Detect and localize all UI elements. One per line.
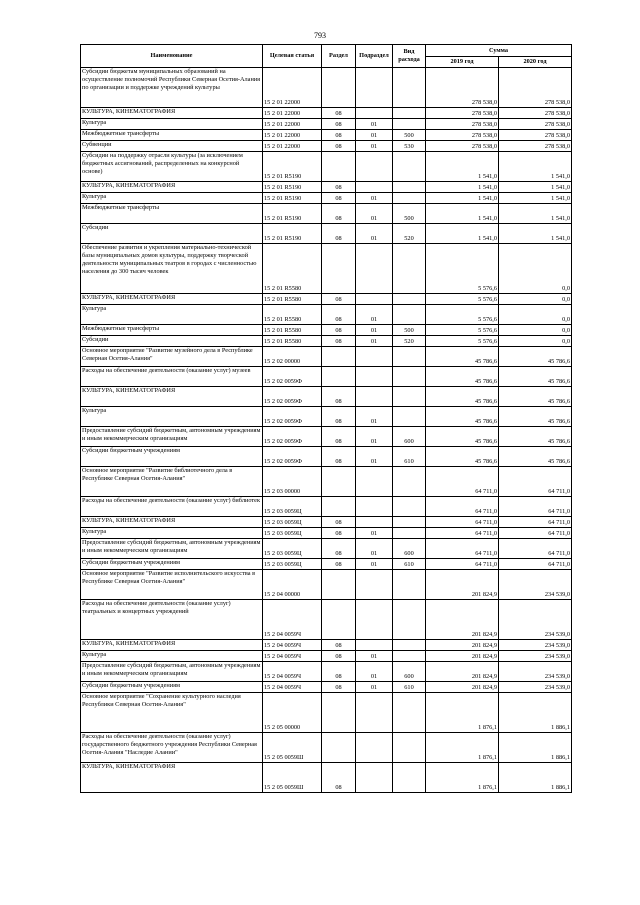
row-sum-2019: 1 876,1 bbox=[426, 763, 499, 793]
row-sum-2019: 278 538,0 bbox=[426, 119, 499, 130]
table-row bbox=[81, 224, 572, 244]
row-sum-2019: 45 786,6 bbox=[426, 407, 499, 427]
row-code: 15 2 03 00000 bbox=[263, 467, 322, 497]
row-name: Культура bbox=[81, 651, 263, 662]
row-section: 08 bbox=[322, 682, 356, 693]
row-name: Основное мероприятие "Развитие исполнительского искусства в Республике Северная Осетия-Алания" bbox=[81, 570, 263, 600]
row-subsection: 01 bbox=[356, 559, 393, 570]
row-sum-2020: 45 786,6 bbox=[499, 427, 572, 447]
row-sum-2019: 45 786,6 bbox=[426, 367, 499, 387]
row-expense-type: 600 bbox=[393, 539, 426, 559]
table-row bbox=[81, 693, 572, 733]
budget-table bbox=[80, 44, 572, 793]
table-row bbox=[81, 528, 572, 539]
table-row bbox=[81, 427, 572, 447]
row-name: Расходы на обеспечение деятельности (оказание услуг) театральных и концертных учреждений bbox=[81, 600, 263, 640]
row-section bbox=[322, 347, 356, 367]
row-expense-type bbox=[393, 294, 426, 305]
row-code: 15 2 03 0059Ц bbox=[263, 517, 322, 528]
row-sum-2019: 64 711,0 bbox=[426, 497, 499, 517]
row-section bbox=[322, 733, 356, 763]
row-sum-2020: 0,0 bbox=[499, 244, 572, 294]
row-name: КУЛЬТУРА, КИНЕМАТОГРАФИЯ bbox=[81, 763, 263, 793]
row-sum-2020: 1 886,1 bbox=[499, 693, 572, 733]
row-section: 08 bbox=[322, 336, 356, 347]
table-row bbox=[81, 108, 572, 119]
row-name: Межбюджетные трансферты bbox=[81, 325, 263, 336]
row-code: 15 2 01 R5190 bbox=[263, 204, 322, 224]
row-subsection bbox=[356, 347, 393, 367]
row-subsection: 01 bbox=[356, 528, 393, 539]
row-expense-type bbox=[393, 193, 426, 204]
row-name: Расходы на обеспечение деятельности (оказание услуг) библиотек bbox=[81, 497, 263, 517]
table-row bbox=[81, 294, 572, 305]
row-section: 08 bbox=[322, 387, 356, 407]
row-sum-2019: 201 824,9 bbox=[426, 570, 499, 600]
row-section: 08 bbox=[322, 182, 356, 193]
row-sum-2019: 278 538,0 bbox=[426, 141, 499, 152]
row-expense-type: 500 bbox=[393, 204, 426, 224]
row-sum-2020: 234 539,0 bbox=[499, 600, 572, 640]
row-code: 15 2 04 00000 bbox=[263, 570, 322, 600]
row-name: Субсидии бюджетным учреждениям bbox=[81, 559, 263, 570]
row-sum-2020: 278 538,0 bbox=[499, 141, 572, 152]
row-code: 15 2 05 0059Ш bbox=[263, 763, 322, 793]
row-section: 08 bbox=[322, 193, 356, 204]
row-code: 15 2 01 22000 bbox=[263, 141, 322, 152]
row-name: Субсидии на поддержку отрасли культуры (за исключением бюджетных ассигнований, распределенных на конкурсной основе) bbox=[81, 152, 263, 182]
row-sum-2020: 1 886,1 bbox=[499, 763, 572, 793]
table-row bbox=[81, 662, 572, 682]
row-name: КУЛЬТУРА, КИНЕМАТОГРАФИЯ bbox=[81, 517, 263, 528]
row-subsection bbox=[356, 600, 393, 640]
row-name: Основное мероприятие "Сохранение культурного наследия Республики Северная Осетия-Алания" bbox=[81, 693, 263, 733]
row-sum-2020: 45 786,6 bbox=[499, 367, 572, 387]
row-expense-type: 610 bbox=[393, 559, 426, 570]
table-row bbox=[81, 193, 572, 204]
table-row bbox=[81, 559, 572, 570]
row-subsection: 01 bbox=[356, 130, 393, 141]
row-sum-2019: 45 786,6 bbox=[426, 447, 499, 467]
row-section bbox=[322, 68, 356, 108]
row-expense-type bbox=[393, 347, 426, 367]
row-name: Субсидии bbox=[81, 336, 263, 347]
row-section: 08 bbox=[322, 427, 356, 447]
row-sum-2019: 1 876,1 bbox=[426, 693, 499, 733]
row-code: 15 2 04 0059Ч bbox=[263, 651, 322, 662]
row-expense-type bbox=[393, 693, 426, 733]
row-expense-type bbox=[393, 467, 426, 497]
row-section: 08 bbox=[322, 294, 356, 305]
page-number: 793 bbox=[314, 31, 326, 40]
table-row bbox=[81, 387, 572, 407]
row-code: 15 2 01 R5580 bbox=[263, 305, 322, 325]
row-sum-2019: 64 711,0 bbox=[426, 539, 499, 559]
row-expense-type: 610 bbox=[393, 447, 426, 467]
row-code: 15 2 01 R5580 bbox=[263, 244, 322, 294]
row-name: Субвенции bbox=[81, 141, 263, 152]
row-code: 15 2 01 R5190 bbox=[263, 193, 322, 204]
row-expense-type bbox=[393, 407, 426, 427]
row-code: 15 2 05 00000 bbox=[263, 693, 322, 733]
header-name: Наименование bbox=[81, 45, 263, 68]
row-section bbox=[322, 244, 356, 294]
row-section: 08 bbox=[322, 662, 356, 682]
row-sum-2020: 278 538,0 bbox=[499, 130, 572, 141]
row-name: КУЛЬТУРА, КИНЕМАТОГРАФИЯ bbox=[81, 640, 263, 651]
row-subsection bbox=[356, 387, 393, 407]
row-sum-2020: 45 786,6 bbox=[499, 347, 572, 367]
row-sum-2020: 234 539,0 bbox=[499, 662, 572, 682]
row-sum-2020: 234 539,0 bbox=[499, 640, 572, 651]
header-code: Целевая статья bbox=[263, 45, 322, 68]
row-section: 08 bbox=[322, 224, 356, 244]
row-code: 15 2 01 22000 bbox=[263, 108, 322, 119]
row-sum-2019: 64 711,0 bbox=[426, 517, 499, 528]
row-subsection: 01 bbox=[356, 224, 393, 244]
row-sum-2020: 278 538,0 bbox=[499, 119, 572, 130]
row-expense-type bbox=[393, 600, 426, 640]
row-section: 08 bbox=[322, 108, 356, 119]
row-code: 15 2 02 0059Ф bbox=[263, 387, 322, 407]
row-subsection: 01 bbox=[356, 204, 393, 224]
row-expense-type bbox=[393, 119, 426, 130]
table-row bbox=[81, 305, 572, 325]
row-name: КУЛЬТУРА, КИНЕМАТОГРАФИЯ bbox=[81, 294, 263, 305]
row-name: КУЛЬТУРА, КИНЕМАТОГРАФИЯ bbox=[81, 108, 263, 119]
row-section: 08 bbox=[322, 325, 356, 336]
row-name: Предоставление субсидий бюджетным, автономным учреждениям и иным некоммерческим организациям bbox=[81, 539, 263, 559]
row-code: 15 2 02 0059Ф bbox=[263, 367, 322, 387]
row-section bbox=[322, 693, 356, 733]
row-name: КУЛЬТУРА, КИНЕМАТОГРАФИЯ bbox=[81, 387, 263, 407]
row-name: Расходы на обеспечение деятельности (оказание услуг) музеев bbox=[81, 367, 263, 387]
table-row bbox=[81, 367, 572, 387]
row-sum-2019: 201 824,9 bbox=[426, 662, 499, 682]
header-section: Раздел bbox=[322, 45, 356, 68]
row-sum-2019: 5 576,6 bbox=[426, 325, 499, 336]
row-subsection bbox=[356, 367, 393, 387]
row-section: 08 bbox=[322, 141, 356, 152]
row-subsection: 01 bbox=[356, 305, 393, 325]
table-row bbox=[81, 733, 572, 763]
row-name: Предоставление субсидий бюджетным, автономным учреждениям и иным некоммерческим организациям bbox=[81, 662, 263, 682]
table-row bbox=[81, 68, 572, 108]
row-code: 15 2 02 00000 bbox=[263, 347, 322, 367]
row-sum-2020: 0,0 bbox=[499, 305, 572, 325]
row-expense-type: 520 bbox=[393, 336, 426, 347]
row-sum-2020: 64 711,0 bbox=[499, 497, 572, 517]
row-code: 15 2 04 0059Ч bbox=[263, 662, 322, 682]
row-sum-2020: 45 786,6 bbox=[499, 447, 572, 467]
table-row bbox=[81, 640, 572, 651]
row-section: 08 bbox=[322, 130, 356, 141]
row-expense-type bbox=[393, 305, 426, 325]
row-code: 15 2 01 22000 bbox=[263, 119, 322, 130]
row-section: 08 bbox=[322, 640, 356, 651]
row-sum-2020: 1 541,0 bbox=[499, 193, 572, 204]
row-name: Межбюджетные трансферты bbox=[81, 130, 263, 141]
row-sum-2019: 5 576,6 bbox=[426, 294, 499, 305]
row-subsection bbox=[356, 294, 393, 305]
row-code: 15 2 01 22000 bbox=[263, 130, 322, 141]
row-code: 15 2 01 R5190 bbox=[263, 152, 322, 182]
table-row bbox=[81, 325, 572, 336]
row-expense-type: 600 bbox=[393, 662, 426, 682]
row-expense-type bbox=[393, 733, 426, 763]
row-section: 08 bbox=[322, 204, 356, 224]
row-sum-2019: 1 541,0 bbox=[426, 204, 499, 224]
row-name: Субсидии бюджетным учреждениям bbox=[81, 447, 263, 467]
row-sum-2019: 278 538,0 bbox=[426, 68, 499, 108]
row-expense-type bbox=[393, 763, 426, 793]
row-sum-2020: 1 886,1 bbox=[499, 733, 572, 763]
table-row bbox=[81, 682, 572, 693]
row-code: 15 2 02 0059Ф bbox=[263, 407, 322, 427]
row-sum-2019: 5 576,6 bbox=[426, 305, 499, 325]
row-sum-2019: 45 786,6 bbox=[426, 427, 499, 447]
table-row bbox=[81, 570, 572, 600]
row-sum-2019: 45 786,6 bbox=[426, 347, 499, 367]
row-name: Субсидии bbox=[81, 224, 263, 244]
row-section: 08 bbox=[322, 517, 356, 528]
header-subsection: Подраздел bbox=[356, 45, 393, 68]
row-expense-type: 530 bbox=[393, 141, 426, 152]
row-expense-type bbox=[393, 182, 426, 193]
row-subsection bbox=[356, 68, 393, 108]
row-code: 15 2 03 0059Ц bbox=[263, 528, 322, 539]
row-code: 15 2 05 0059Ш bbox=[263, 733, 322, 763]
row-subsection: 01 bbox=[356, 325, 393, 336]
row-code: 15 2 01 R5190 bbox=[263, 182, 322, 193]
row-sum-2020: 64 711,0 bbox=[499, 528, 572, 539]
table-row bbox=[81, 497, 572, 517]
table-row bbox=[81, 182, 572, 193]
row-name: Культура bbox=[81, 193, 263, 204]
row-name: Обеспечение развития и укрепления материально-технической базы муниципальных домов культуры, поддержку творческой деятельности муниципальных театров в городах с численностью населения до 300 тысяч человек bbox=[81, 244, 263, 294]
table-row bbox=[81, 141, 572, 152]
row-code: 15 2 04 0059Ч bbox=[263, 600, 322, 640]
row-subsection: 01 bbox=[356, 651, 393, 662]
table-row bbox=[81, 204, 572, 224]
row-sum-2020: 234 539,0 bbox=[499, 651, 572, 662]
table-row bbox=[81, 600, 572, 640]
row-subsection bbox=[356, 497, 393, 517]
row-subsection: 01 bbox=[356, 407, 393, 427]
row-sum-2019: 45 786,6 bbox=[426, 387, 499, 407]
row-sum-2019: 64 711,0 bbox=[426, 559, 499, 570]
row-expense-type bbox=[393, 108, 426, 119]
row-sum-2019: 5 576,6 bbox=[426, 244, 499, 294]
row-subsection bbox=[356, 640, 393, 651]
row-sum-2019: 1 541,0 bbox=[426, 182, 499, 193]
row-subsection bbox=[356, 108, 393, 119]
header-year-2020: 2020 год bbox=[499, 57, 572, 68]
row-code: 15 2 03 0059Ц bbox=[263, 559, 322, 570]
table-row bbox=[81, 467, 572, 497]
row-section: 08 bbox=[322, 651, 356, 662]
row-sum-2020: 0,0 bbox=[499, 325, 572, 336]
row-code: 15 2 03 0059Ц bbox=[263, 539, 322, 559]
row-section: 08 bbox=[322, 305, 356, 325]
table-row bbox=[81, 517, 572, 528]
row-expense-type bbox=[393, 651, 426, 662]
row-name: Расходы на обеспечение деятельности (оказание услуг) государственного бюджетного учреждения Республики Северная Осетия-Алания "Наследие Алании" bbox=[81, 733, 263, 763]
header-year-2019: 2019 год bbox=[426, 57, 499, 68]
row-expense-type bbox=[393, 517, 426, 528]
table-row bbox=[81, 347, 572, 367]
row-sum-2020: 1 541,0 bbox=[499, 224, 572, 244]
row-sum-2020: 64 711,0 bbox=[499, 539, 572, 559]
row-sum-2020: 0,0 bbox=[499, 336, 572, 347]
row-sum-2020: 1 541,0 bbox=[499, 204, 572, 224]
table-row bbox=[81, 407, 572, 427]
row-name: КУЛЬТУРА, КИНЕМАТОГРАФИЯ bbox=[81, 182, 263, 193]
row-code: 15 2 02 0059Ф bbox=[263, 447, 322, 467]
row-sum-2019: 64 711,0 bbox=[426, 528, 499, 539]
row-sum-2019: 278 538,0 bbox=[426, 108, 499, 119]
row-sum-2020: 0,0 bbox=[499, 294, 572, 305]
row-sum-2019: 201 824,9 bbox=[426, 600, 499, 640]
row-section: 08 bbox=[322, 447, 356, 467]
row-sum-2019: 1 541,0 bbox=[426, 193, 499, 204]
row-name: Культура bbox=[81, 305, 263, 325]
row-subsection bbox=[356, 467, 393, 497]
row-expense-type bbox=[393, 640, 426, 651]
table-row bbox=[81, 763, 572, 793]
row-code: 15 2 01 R5580 bbox=[263, 336, 322, 347]
row-subsection: 01 bbox=[356, 193, 393, 204]
row-subsection: 01 bbox=[356, 141, 393, 152]
table-body bbox=[81, 68, 572, 793]
row-subsection bbox=[356, 517, 393, 528]
row-subsection: 01 bbox=[356, 682, 393, 693]
row-subsection bbox=[356, 693, 393, 733]
row-section bbox=[322, 152, 356, 182]
row-code: 15 2 01 22000 bbox=[263, 68, 322, 108]
row-name: Культура bbox=[81, 119, 263, 130]
row-subsection: 01 bbox=[356, 447, 393, 467]
row-expense-type bbox=[393, 570, 426, 600]
row-section bbox=[322, 600, 356, 640]
table-row bbox=[81, 539, 572, 559]
row-sum-2020: 1 541,0 bbox=[499, 182, 572, 193]
row-code: 15 2 01 R5580 bbox=[263, 294, 322, 305]
header-sum: Сумма bbox=[426, 45, 572, 57]
row-section bbox=[322, 367, 356, 387]
row-sum-2020: 64 711,0 bbox=[499, 517, 572, 528]
row-name: Субсидии бюджетным учреждениям bbox=[81, 682, 263, 693]
table-row bbox=[81, 336, 572, 347]
row-code: 15 2 02 0059Ф bbox=[263, 427, 322, 447]
row-expense-type: 500 bbox=[393, 130, 426, 141]
row-expense-type bbox=[393, 528, 426, 539]
row-expense-type: 500 bbox=[393, 325, 426, 336]
row-sum-2020: 234 539,0 bbox=[499, 570, 572, 600]
row-section: 08 bbox=[322, 407, 356, 427]
row-sum-2019: 1 876,1 bbox=[426, 733, 499, 763]
row-subsection bbox=[356, 570, 393, 600]
row-sum-2019: 201 824,9 bbox=[426, 651, 499, 662]
row-section bbox=[322, 570, 356, 600]
row-section: 08 bbox=[322, 528, 356, 539]
row-expense-type: 600 bbox=[393, 427, 426, 447]
row-name: Культура bbox=[81, 407, 263, 427]
row-section: 08 bbox=[322, 539, 356, 559]
table-row bbox=[81, 152, 572, 182]
table-row bbox=[81, 130, 572, 141]
row-subsection bbox=[356, 244, 393, 294]
row-sum-2020: 45 786,6 bbox=[499, 387, 572, 407]
row-sum-2020: 1 541,0 bbox=[499, 152, 572, 182]
row-sum-2020: 278 538,0 bbox=[499, 68, 572, 108]
row-expense-type bbox=[393, 497, 426, 517]
row-subsection: 01 bbox=[356, 662, 393, 682]
row-sum-2019: 5 576,6 bbox=[426, 336, 499, 347]
row-name: Субсидии бюджетам муниципальных образований на осуществление полномочий Республики Северная Осетия-Алания по организации и поддержке учреждений культуры bbox=[81, 68, 263, 108]
row-sum-2020: 278 538,0 bbox=[499, 108, 572, 119]
row-name: Основное мероприятие "Развитие музейного дела в Республике Северная Осетия-Алания" bbox=[81, 347, 263, 367]
row-expense-type bbox=[393, 244, 426, 294]
header-expense-type: Вид расхода bbox=[393, 45, 426, 68]
row-name: Культура bbox=[81, 528, 263, 539]
row-code: 15 2 01 R5190 bbox=[263, 224, 322, 244]
row-sum-2019: 64 711,0 bbox=[426, 467, 499, 497]
row-section: 08 bbox=[322, 763, 356, 793]
table-row bbox=[81, 119, 572, 130]
row-section: 08 bbox=[322, 559, 356, 570]
row-sum-2020: 234 539,0 bbox=[499, 682, 572, 693]
table-row bbox=[81, 447, 572, 467]
row-code: 15 2 01 R5580 bbox=[263, 325, 322, 336]
row-name: Межбюджетные трансферты bbox=[81, 204, 263, 224]
table-row bbox=[81, 651, 572, 662]
row-subsection bbox=[356, 763, 393, 793]
row-section bbox=[322, 467, 356, 497]
row-sum-2019: 201 824,9 bbox=[426, 682, 499, 693]
row-code: 15 2 03 0059Ц bbox=[263, 497, 322, 517]
row-sum-2019: 1 541,0 bbox=[426, 224, 499, 244]
row-subsection bbox=[356, 182, 393, 193]
row-expense-type bbox=[393, 387, 426, 407]
row-sum-2020: 45 786,6 bbox=[499, 407, 572, 427]
row-expense-type bbox=[393, 68, 426, 108]
row-expense-type: 520 bbox=[393, 224, 426, 244]
row-expense-type bbox=[393, 152, 426, 182]
row-section bbox=[322, 497, 356, 517]
row-name: Предоставление субсидий бюджетным, автономным учреждениям и иным некоммерческим организациям bbox=[81, 427, 263, 447]
row-sum-2019: 201 824,9 bbox=[426, 640, 499, 651]
row-sum-2019: 1 541,0 bbox=[426, 152, 499, 182]
row-sum-2019: 278 538,0 bbox=[426, 130, 499, 141]
row-expense-type: 610 bbox=[393, 682, 426, 693]
row-subsection: 01 bbox=[356, 336, 393, 347]
row-name: Основное мероприятие "Развитие библиотечного дела в Республике Северная Осетия-Алания" bbox=[81, 467, 263, 497]
row-subsection: 01 bbox=[356, 427, 393, 447]
row-sum-2020: 64 711,0 bbox=[499, 559, 572, 570]
row-subsection: 01 bbox=[356, 119, 393, 130]
row-subsection: 01 bbox=[356, 539, 393, 559]
row-subsection bbox=[356, 733, 393, 763]
row-code: 15 2 04 0059Ч bbox=[263, 640, 322, 651]
row-section: 08 bbox=[322, 119, 356, 130]
row-expense-type bbox=[393, 367, 426, 387]
row-sum-2020: 64 711,0 bbox=[499, 467, 572, 497]
row-code: 15 2 04 0059Ч bbox=[263, 682, 322, 693]
table-row bbox=[81, 244, 572, 294]
row-subsection bbox=[356, 152, 393, 182]
